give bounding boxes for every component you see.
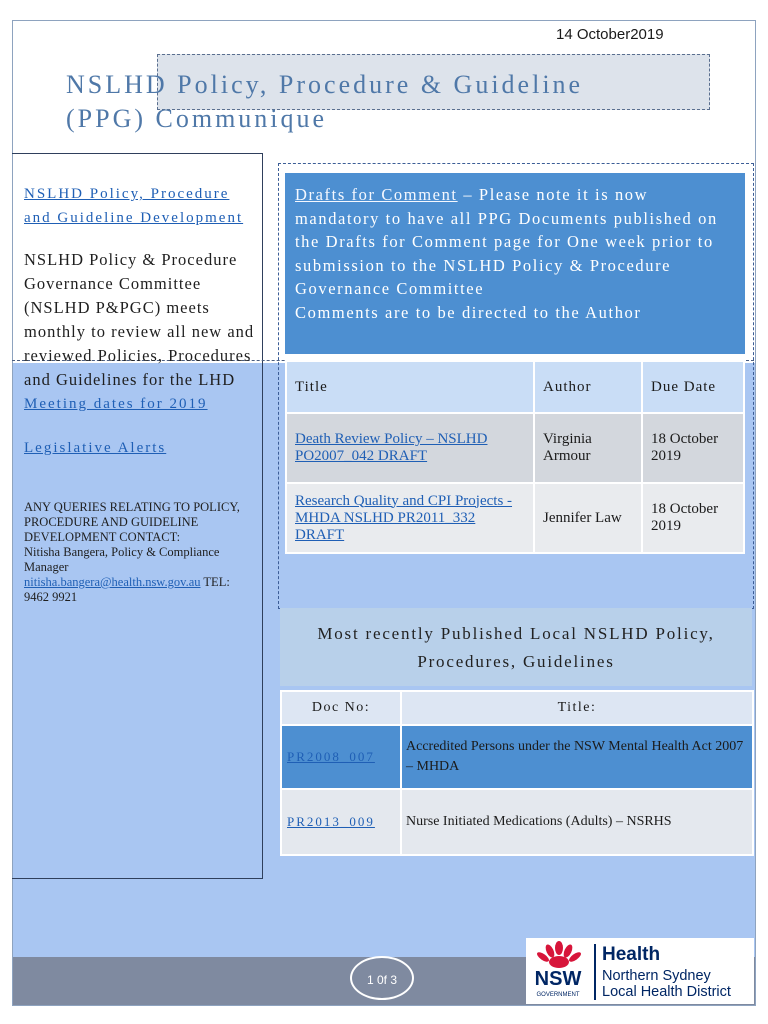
ppg-development-link[interactable]: NSLHD Policy, Procedure and Guideline Development [24,186,244,226]
draft-due-date: 18 October 2019 [642,413,744,483]
contact-line [24,575,256,605]
page-number-badge: 1 0f 3 [350,956,414,1000]
col-doc-title: Title: [401,691,753,725]
col-due-date: Due Date [642,361,744,413]
doc-no-cell [281,789,401,855]
draft-title-cell [286,413,534,483]
doc-no-link[interactable]: PR2013_009 [287,813,375,829]
drafts-table-header [286,361,744,413]
waratah-icon [536,940,582,970]
page-title [66,68,583,136]
district-line-2: Local Health District [602,984,731,1000]
col-author: Author [534,361,642,413]
title-line-2: (PPG) Communique [66,104,328,133]
draft-due-date: 18 October 2019 [642,483,744,553]
doc-title: Nurse Initiated Medications (Adults) – NSRHS [401,789,753,855]
contact-name: Nitisha Bangera, Policy & Compliance Manager [24,545,220,574]
district-name [602,968,731,1000]
published-heading: Most recently Published Local NSLHD Policy, Procedures, Guidelines [280,608,752,686]
drafts-table [285,360,745,554]
health-wordmark: Health [602,944,661,965]
nsw-wordmark: NSW [534,968,582,990]
title-line-1: NSLHD Policy, Procedure & Guideline [66,70,584,99]
draft-author: Jennifer Law [534,483,642,553]
draft-author: Virginia Armour [534,413,642,483]
draft-title-link[interactable]: Research Quality and CPI Projects - MHDA NSLHD PR2011_332 DRAFT [295,492,513,543]
district-line-1: Northern Sydney [602,968,711,984]
drafts-comment-note: Comments are to be directed to the Author [295,302,642,322]
col-doc-no: Doc No: [281,691,401,725]
logo-divider [594,944,596,1000]
drafts-for-comment-link[interactable]: Drafts for Comment [295,185,458,204]
sidebar-content [24,182,256,605]
table-row [281,789,753,855]
doc-title: Accredited Persons under the NSW Mental Health Act 2007 – MHDA [401,725,753,789]
doc-no-link[interactable]: PR2008_007 [287,748,375,764]
queries-heading: ANY QUERIES RELATING TO POLICY, PROCEDURE AND GUIDELINE DEVELOPMENT CONTACT: [24,500,240,544]
draft-title-link[interactable]: Death Review Policy – NSLHD PO2007_042 DRAFT [295,431,488,464]
published-table-header [281,691,753,725]
contact-email-link[interactable]: nitisha.bangera@health.nsw.gov.au [24,575,201,589]
drafts-notice-text: – Please note it is now mandatory to have all PPG Documents published on the Drafts for Comment page for One week prior to submission to the NSLHD Policy & Procedure Governance Committee [295,185,718,298]
doc-no-cell [281,725,401,789]
contact-tel: TEL: 9462 9921 [24,575,230,604]
committee-text: NSLHD Policy & Procedure Governance Committee (NSLHD P&PGC) meets monthly to review all new and reviewed Policies, Procedures and Guidelines for the LHD [24,250,255,389]
col-title: Title [286,361,534,413]
published-table [280,690,754,856]
nsw-health-logo [526,938,754,1004]
legislative-alerts-link[interactable]: Legislative Alerts [24,440,167,456]
issue-date: 14 October2019 [556,26,664,43]
nsw-government-label: GOVERNMENT [536,992,580,998]
table-row [281,725,753,789]
drafts-notice [285,173,745,354]
table-row [286,483,744,553]
table-row [286,413,744,483]
draft-title-cell [286,483,534,553]
meeting-dates-link[interactable]: Meeting dates for 2019 [24,396,208,412]
